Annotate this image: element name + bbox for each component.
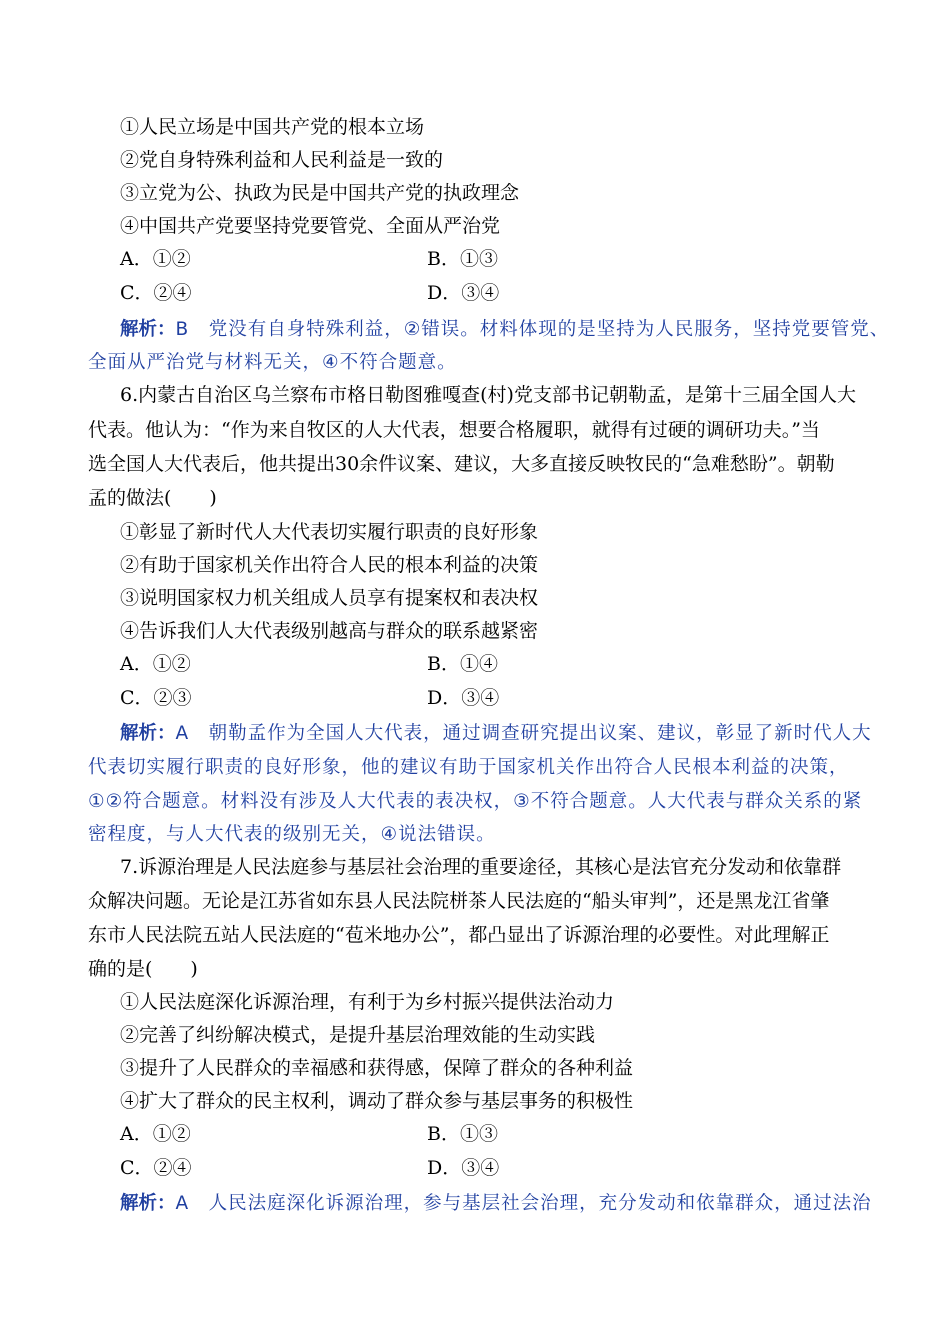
- q7-item-2: ②完善了纠纷解决模式，是提升基层治理效能的生动实践: [120, 1024, 596, 1046]
- q5-answer-line-2: 全面从严治党与材料无关，④不符合题意。: [88, 352, 457, 373]
- q7-stem-line-2: 众解决问题。无论是江苏省如东县人民法院栟茶人民法庭的“船头审判”，还是黑龙江省肇: [88, 890, 830, 912]
- q7-answer-label: 解析：: [120, 1193, 176, 1214]
- q6-stem-line-1: 6.内蒙古自治区乌兰察布市格日勒图雅嘎查(村)党支部书记朝勒孟，是第十三届全国人大: [120, 384, 856, 406]
- q6-answer-line-1: [120, 717, 872, 750]
- q6-item-2: ②有助于国家机关作出符合人民的根本利益的决策: [120, 554, 539, 576]
- q5-item-3: ③立党为公、执政为民是中国共产党的执政理念: [120, 182, 520, 204]
- q5-option-d: D．③④: [427, 282, 500, 304]
- q7-stem-line-4: 确的是( ): [88, 958, 198, 980]
- q6-stem-line-4: 孟的做法( ): [88, 487, 217, 509]
- q5-answer-label: 解析：: [120, 319, 176, 340]
- q6-option-c: C．②③: [120, 687, 192, 709]
- q6-item-3: ③说明国家权力机关组成人员享有提案权和表决权: [120, 587, 539, 609]
- q6-answer-line-2: 代表切实履行职责的良好形象，他的建议有助于国家机关作出符合人民根本利益的决策，: [88, 757, 849, 778]
- q5-option-b: B．①③: [427, 248, 498, 270]
- q6-answer-label: 解析：: [120, 723, 176, 744]
- q7-item-1: ①人民法庭深化诉源治理，有利于为乡村振兴提供法治动力: [120, 991, 615, 1013]
- q6-answer-line-3: ①②符合题意。材料没有涉及人大代表的表决权，③不符合题意。人大代表与群众关系的紧: [88, 791, 863, 812]
- q7-answer-text-1: A 人民法庭深化诉源治理，参与基层社会治理，充分发动和依靠群众，通过法治: [175, 1193, 872, 1214]
- q6-stem-line-2: 代表。他认为：“作为来自牧区的人大代表，想要合格履职，就得有过硬的调研功夫。”当: [88, 419, 820, 441]
- q6-option-b: B．①④: [427, 653, 498, 675]
- q7-option-c: C．②④: [120, 1157, 192, 1179]
- q5-option-c: C．②④: [120, 282, 192, 304]
- q5-item-2: ②党自身特殊利益和人民利益是一致的: [120, 149, 444, 171]
- q6-item-4: ④告诉我们人大代表级别越高与群众的联系越紧密: [120, 620, 539, 642]
- q5-item-4: ④中国共产党要坚持党要管党、全面从严治党: [120, 215, 501, 237]
- q7-answer-line-1: [120, 1187, 872, 1220]
- q6-option-a: A．①②: [120, 653, 191, 675]
- q7-option-d: D．③④: [427, 1157, 500, 1179]
- q5-answer-text-1: B 党没有自身特殊利益，②错误。材料体现的是坚持为人民服务，坚持党要管党、: [175, 319, 890, 340]
- q7-stem-line-3: 东市人民法院五站人民法庭的“苞米地办公”，都凸显出了诉源治理的必要性。对此理解正: [88, 924, 830, 946]
- q7-stem-line-1: 7.诉源治理是人民法庭参与基层社会治理的重要途径，其核心是法官充分发动和依靠群: [120, 856, 842, 878]
- q6-stem-line-3: 选全国人大代表后，他共提出30余件议案、建议，大多直接反映牧民的“急难愁盼”。朝勒: [88, 453, 835, 475]
- q6-item-1: ①彰显了新时代人大代表切实履行职责的良好形象: [120, 521, 539, 543]
- q7-item-3: ③提升了人民群众的幸福感和获得感，保障了群众的各种利益: [120, 1057, 634, 1079]
- q7-option-a: A．①②: [120, 1123, 191, 1145]
- q6-option-d: D．③④: [427, 687, 500, 709]
- q6-answer-text-1: A 朝勒孟作为全国人大代表，通过调查研究提出议案、建议，彰显了新时代人大: [175, 723, 872, 744]
- q5-item-1: ①人民立场是中国共产党的根本立场: [120, 116, 425, 138]
- q5-answer-line-1: [120, 313, 890, 346]
- q6-answer-line-4: 密程度，与人大代表的级别无关，④说法错误。: [88, 824, 496, 845]
- q7-option-b: B．①③: [427, 1123, 498, 1145]
- q5-option-a: A．①②: [120, 248, 191, 270]
- q7-item-4: ④扩大了群众的民主权利，调动了群众参与基层事务的积极性: [120, 1090, 634, 1112]
